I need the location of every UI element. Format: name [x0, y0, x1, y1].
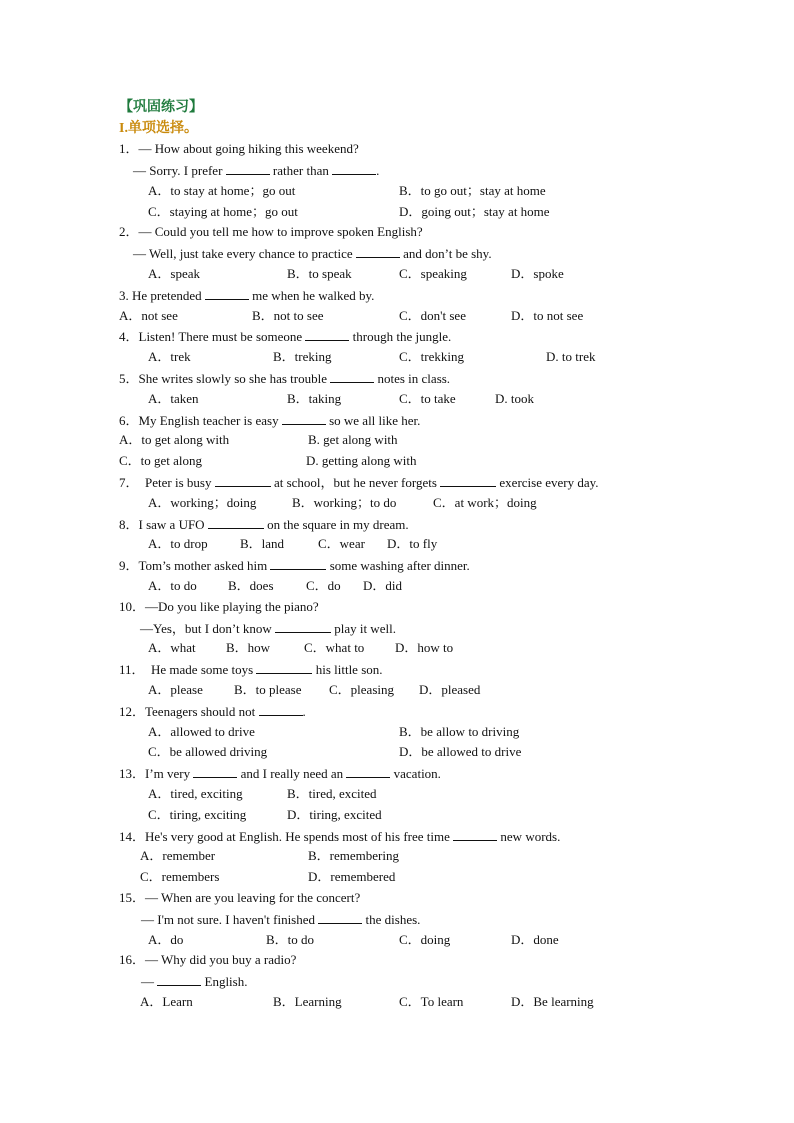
- question-text: through the jungle.: [349, 329, 452, 344]
- question-text: exercise every day.: [496, 475, 599, 490]
- option-b: B．to speak: [287, 266, 352, 281]
- question-stem: [119, 703, 306, 720]
- question-text: at school，but he never forgets: [270, 475, 441, 490]
- question-text: 1．— How about going hiking this weekend?: [119, 141, 359, 156]
- question-text: —Yes，but I don’t know: [140, 621, 275, 636]
- question-text: — Well, just take every chance to practice: [133, 246, 356, 261]
- question-text: on the square in my dream.: [263, 517, 409, 532]
- option-d: D．did: [363, 578, 403, 593]
- option-c: C．do: [306, 578, 341, 593]
- option-d: D．done: [511, 932, 559, 947]
- option-b: B．to go out；stay at home: [399, 183, 546, 198]
- question-line: [133, 162, 379, 179]
- option-d: D．how to: [395, 640, 454, 655]
- option-b: B．remembering: [308, 848, 399, 863]
- answer-blank: [275, 620, 331, 633]
- option-b: B．be allow to driving: [399, 724, 520, 739]
- question-text: 5．She writes slowly so she has trouble: [119, 371, 331, 386]
- question-text: and I really need an: [237, 766, 347, 781]
- option-a: A．what: [148, 640, 196, 655]
- answer-blank: [256, 661, 312, 674]
- option-d: D．going out；stay at home: [399, 204, 550, 219]
- question-line: [140, 620, 396, 637]
- question-text: play it well.: [330, 621, 396, 636]
- question-stem: [119, 557, 470, 574]
- question-text: 4．Listen! There must be someone: [119, 329, 306, 344]
- option-b: B．land: [240, 536, 285, 551]
- question-text: rather than: [269, 163, 333, 178]
- question-stem: [119, 370, 450, 387]
- question-text: 14．He's very good at English. He spends most of his free time: [119, 829, 454, 844]
- option-a: A．tired, exciting: [148, 786, 243, 801]
- question-text: 7． Peter is busy: [119, 475, 215, 490]
- question-text: .: [376, 163, 380, 178]
- question-text: 11． He made some toys: [119, 662, 257, 677]
- question-text: 3. He pretended: [119, 288, 205, 303]
- question-stem: [119, 412, 420, 429]
- answer-blank: [270, 557, 326, 570]
- answer-blank: [356, 245, 400, 258]
- question-text: his little son.: [312, 662, 383, 677]
- option-a: A．to do: [148, 578, 197, 593]
- option-d: D．tiring, excited: [287, 807, 382, 822]
- answer-blank: [205, 287, 249, 300]
- answer-blank: [259, 703, 303, 716]
- question-stem: [119, 890, 360, 906]
- question-stem: [119, 474, 599, 491]
- answer-blank: [305, 328, 349, 341]
- question-text: 8．I saw a UFO: [119, 517, 208, 532]
- option-b: B．not to see: [252, 308, 324, 323]
- question-text: 2．— Could you tell me how to improve spoken English?: [119, 224, 423, 239]
- option-d: D．pleased: [419, 682, 481, 697]
- answer-blank: [332, 162, 376, 175]
- option-b: B．to do: [266, 932, 315, 947]
- option-a: A．to stay at home；go out: [148, 183, 296, 198]
- question-text: — Sorry. I prefer: [133, 163, 226, 178]
- option-c: C．remembers: [140, 869, 220, 884]
- option-c: C．speaking: [399, 266, 467, 281]
- option-d: D. getting along with: [306, 453, 417, 468]
- question-text: vacation.: [390, 766, 441, 781]
- answer-blank: [193, 765, 237, 778]
- option-d: D．to not see: [511, 308, 584, 323]
- question-text: some washing after dinner.: [326, 558, 470, 573]
- question-text: notes in class.: [374, 371, 451, 386]
- question-text: English.: [201, 974, 248, 989]
- question-text: 10．—Do you like playing the piano?: [119, 599, 319, 614]
- option-a: A．taken: [148, 391, 199, 406]
- option-d: D．to fly: [387, 536, 438, 551]
- option-b: B．taking: [287, 391, 342, 406]
- question-text: me when he walked by.: [248, 288, 375, 303]
- option-c: C．to get along: [119, 453, 203, 468]
- option-a: A．to drop: [148, 536, 208, 551]
- question-text: new words.: [497, 829, 561, 844]
- question-text: the dishes.: [362, 912, 421, 927]
- question-text: — I'm not sure. I haven't finished: [141, 912, 319, 927]
- option-c: C．trekking: [399, 349, 464, 364]
- option-d: D．Be learning: [511, 994, 594, 1009]
- question-stem: [119, 661, 383, 678]
- option-c: C．tiring, exciting: [148, 807, 247, 822]
- answer-blank: [346, 765, 390, 778]
- option-a: A．trek: [148, 349, 191, 364]
- option-a: A．working；doing: [148, 495, 257, 510]
- option-c: C．to take: [399, 391, 456, 406]
- option-d: D. took: [495, 391, 534, 406]
- option-a: A．allowed to drive: [148, 724, 255, 739]
- option-a: A．speak: [148, 266, 200, 281]
- option-b: B．to please: [234, 682, 302, 697]
- answer-blank: [215, 474, 271, 487]
- option-c: C．To learn: [399, 994, 464, 1009]
- option-c: C．at work；doing: [433, 495, 537, 510]
- question-line: [141, 911, 420, 928]
- answer-blank: [226, 162, 270, 175]
- option-a: A．remember: [140, 848, 216, 863]
- option-c: C．pleasing: [329, 682, 394, 697]
- option-a: A．please: [148, 682, 203, 697]
- option-a: A．to get along with: [119, 432, 230, 447]
- question-text: so we all like her.: [325, 413, 421, 428]
- option-b: B. get along with: [308, 432, 398, 447]
- option-d: D．be allowed to drive: [399, 744, 522, 759]
- option-a: A．not see: [119, 308, 178, 323]
- option-b: B．tired, excited: [287, 786, 377, 801]
- option-c: C．don't see: [399, 308, 466, 323]
- question-stem: [119, 224, 423, 240]
- question-line: [141, 973, 247, 990]
- option-c: C．doing: [399, 932, 451, 947]
- option-d: D．spoke: [511, 266, 564, 281]
- answer-blank: [282, 412, 326, 425]
- question-text: and don’t be shy.: [399, 246, 492, 261]
- question-stem: [119, 599, 319, 615]
- option-d: D．remembered: [308, 869, 396, 884]
- question-stem: [119, 287, 374, 304]
- question-text: 13．I’m very: [119, 766, 194, 781]
- question-text: 9．Tom’s mother asked him: [119, 558, 271, 573]
- question-text: 12．Teenagers should not: [119, 704, 259, 719]
- question-stem: [119, 952, 296, 968]
- question-text: 6．My English teacher is easy: [119, 413, 282, 428]
- question-stem: [119, 328, 451, 345]
- answer-blank: [453, 828, 497, 841]
- answer-blank: [157, 973, 201, 986]
- answer-blank: [330, 370, 374, 383]
- question-stem: [119, 765, 441, 782]
- option-d: D. to trek: [546, 349, 596, 364]
- option-c: C．what to: [304, 640, 365, 655]
- option-b: B．treking: [273, 349, 332, 364]
- answer-blank: [208, 516, 264, 529]
- question-stem: [119, 828, 560, 845]
- option-b: B．how: [226, 640, 271, 655]
- option-c: C．wear: [318, 536, 365, 551]
- part-title: I.单项选择。: [119, 121, 198, 136]
- question-stem: [119, 141, 359, 157]
- question-text: 15．— When are you leaving for the concert?: [119, 890, 361, 905]
- question-stem: [119, 516, 409, 533]
- answer-blank: [318, 911, 362, 924]
- option-b: B．working；to do: [292, 495, 397, 510]
- question-line: [133, 245, 492, 262]
- option-a: A．Learn: [140, 994, 193, 1009]
- option-c: C．staying at home；go out: [148, 204, 298, 219]
- question-text: —: [141, 974, 158, 989]
- option-c: C．be allowed driving: [148, 744, 268, 759]
- option-b: B．does: [228, 578, 274, 593]
- option-a: A．do: [148, 932, 184, 947]
- section-title: 【巩固练习】: [119, 100, 203, 115]
- answer-blank: [440, 474, 496, 487]
- question-text: .: [302, 704, 306, 719]
- option-b: B．Learning: [273, 994, 342, 1009]
- question-text: 16．— Why did you buy a radio?: [119, 952, 297, 967]
